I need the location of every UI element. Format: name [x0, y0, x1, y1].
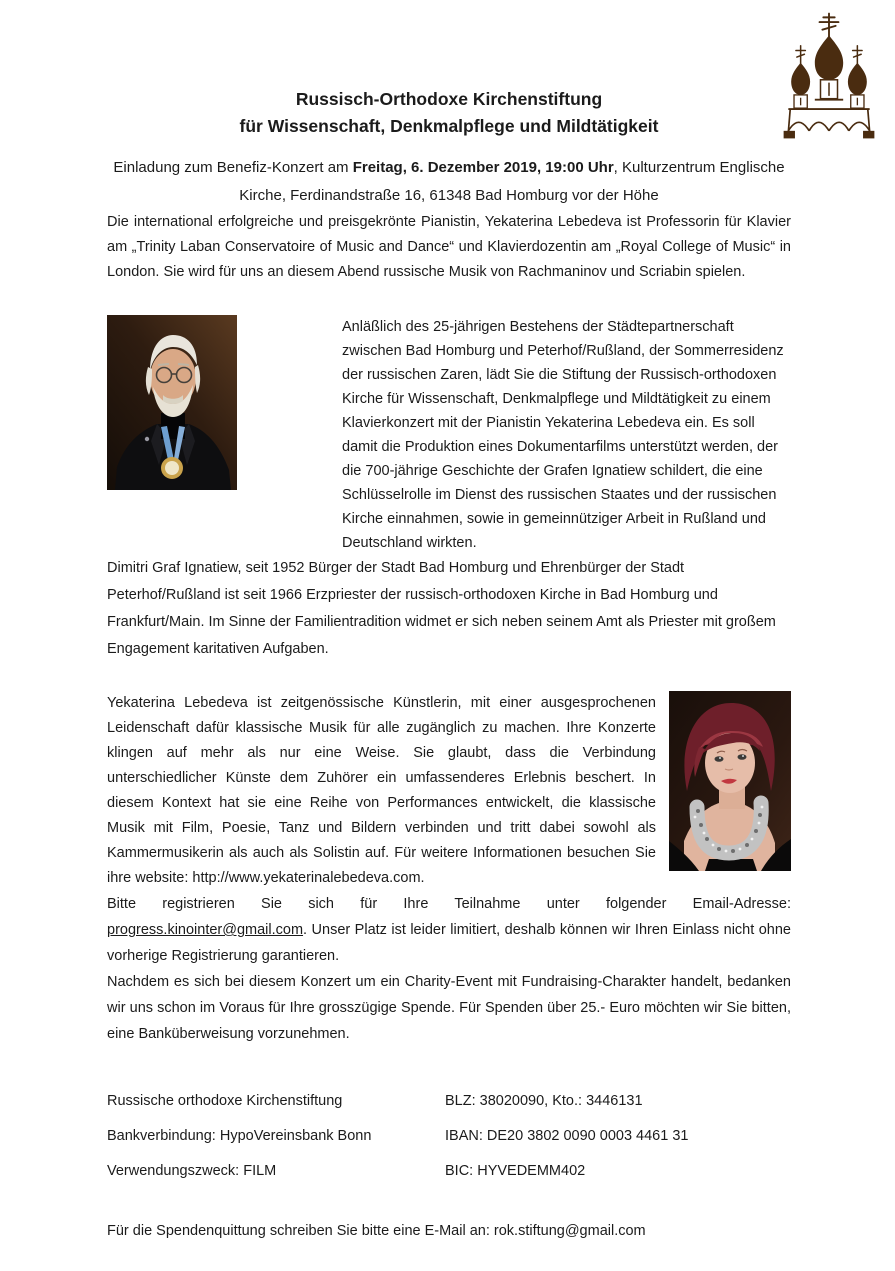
photo-yekaterina-lebedeva	[669, 691, 791, 891]
bank-row-right: BLZ: 38020090, Kto.: 3446131	[445, 1093, 643, 1109]
document-title-line2: für Wissenschaft, Denkmalpflege und Mildtätigkeit	[239, 116, 659, 136]
dimitri-paragraph: Dimitri Graf Ignatiew, seit 1952 Bürger der Stadt Bad Homburg und Ehrenbürger der Stadt Peterhof/Rußland ist seit 1966 Erzpriester der russisch-orthodoxen Kirche in Bad Homburg und Frankfurt/Main. Im Sinne der Familientradition widmet er sich neben seinem Amt als Priester mit großem Engagement karitativen Aufgaben.	[107, 560, 776, 657]
portrait-woman-svg	[669, 691, 791, 871]
registration-prefix: Bitte registrieren Sie sich für Ihre Teilnahme unter folgender Email-Adresse:	[107, 896, 791, 912]
photo-dimitri-ignatiew	[107, 315, 237, 555]
invitation-prefix: Einladung zum Benefiz-Konzert am	[113, 159, 353, 176]
invitation-suffix: , Kulturzentrum Englische Kirche, Ferdinandstraße 16, 61348 Bad Homburg vor der Höhe	[239, 159, 785, 204]
registration-paragraph	[107, 891, 791, 969]
anniversary-section	[107, 315, 791, 555]
document-title-line1: Russisch-Orthodoxe Kirchenstiftung	[295, 89, 603, 109]
intro-paragraph: Die international erfolgreiche und preisgekrönte Pianistin, Yekaterina Lebedeva ist Professorin für Klavier am „Trinity Laban Conservatoire of Music and Dance“ und Klavierdozentin am „Royal College of Music“ in London. Sie wird für uns an diesem Abend russische Musik von Rachmaninov und Scriabin spielen.	[107, 214, 791, 280]
bank-row	[107, 1093, 791, 1109]
bank-details	[107, 1093, 791, 1179]
document-content	[0, 86, 895, 1239]
church-logo-icon	[777, 6, 881, 146]
bank-row-left: Russische orthodoxe Kirchenstiftung	[107, 1093, 343, 1109]
bank-row	[107, 1163, 791, 1179]
bank-row-right: BIC: HYVEDEMM402	[445, 1163, 586, 1179]
bank-row-left: Bankverbindung: HypoVereinsbank Bonn	[107, 1128, 372, 1144]
anniversary-paragraph: Anläßlich des 25-jährigen Bestehens der Städtepartnerschaft zwischen Bad Homburg und Peterhof/Rußland, der Sommerresidenz der russischen Zaren, lädt Sie die Stiftung der Russisch-orthodoxen Kirche für Wissenschaft, Denkmalpflege und Mildtätigkeit zu einem Klavierkonzert mit der Pianistin Yekaterina Lebedeva ein. Es soll damit die Produktion eines Dokumentarfilms unterstützt werden, der die 700-jährige Geschichte der Grafen Ignatiew schildert, die eine Schlüsselrolle im Dienst des russischen Staates und der russischen Kirche einnahmen, sowie in gemeinnütziger Arbeit in Rußland und Deutschland wirkten.	[342, 319, 784, 551]
yekaterina-paragraph: Yekaterina Lebedeva ist zeitgenössische Künstlerin, mit einer ausgesprochenen Leidenschaft dafür klassische Musik für alle zugänglich zu machen. Ihre Konzerte klingen auf mehr als nur eine Weise. Sie glaubt, dass die Verbindung unterschiedlicher Künste dem Zuhörer ein umfassenderes Erlebnis beschert. In diesem Kontext hat sie eine Reihe von Performances entwickelt, die klassische Musik mit Film, Poesie, Tanz und Bildern verbinden und tritt dabei sowohl als Kammermusikerin als auch als Solistin auf. Für weitere Informationen besuchen Sie ihre website: http://www.yekaterinalebedeva.com.	[107, 695, 656, 886]
registration-email-link[interactable]: progress.kinointer@gmail.com	[107, 922, 304, 938]
bank-row-left: Verwendungszweck: FILM	[107, 1163, 277, 1179]
invitation-line	[107, 154, 791, 210]
invitation-date-bold: Freitag, 6. Dezember 2019, 19:00 Uhr	[352, 159, 614, 176]
portrait-man-svg	[107, 315, 237, 490]
bank-row-right: IBAN: DE20 3802 0090 0003 4461 31	[445, 1128, 689, 1144]
registration-suffix: . Unser Platz ist leider limitiert, deshalb können wir Ihren Einlass nicht ohne vorherige Registrierung garantieren.	[107, 922, 791, 964]
document-title	[107, 86, 791, 140]
charity-paragraph: Nachdem es sich bei diesem Konzert um ein Charity-Event mit Fundraising-Charakter handelt, bedanken wir uns schon im Voraus für Ihre grosszügige Spende. Für Spenden über 25.- Euro möchten wir Sie bitten, eine Banküberweisung vorzunehmen.	[107, 974, 791, 1042]
bank-row	[107, 1128, 791, 1144]
yekaterina-section	[107, 691, 791, 891]
church-logo-svg	[777, 6, 881, 146]
donation-receipt-note: Für die Spendenquittung schreiben Sie bitte eine E-Mail an: rok.stiftung@gmail.com	[107, 1223, 646, 1239]
